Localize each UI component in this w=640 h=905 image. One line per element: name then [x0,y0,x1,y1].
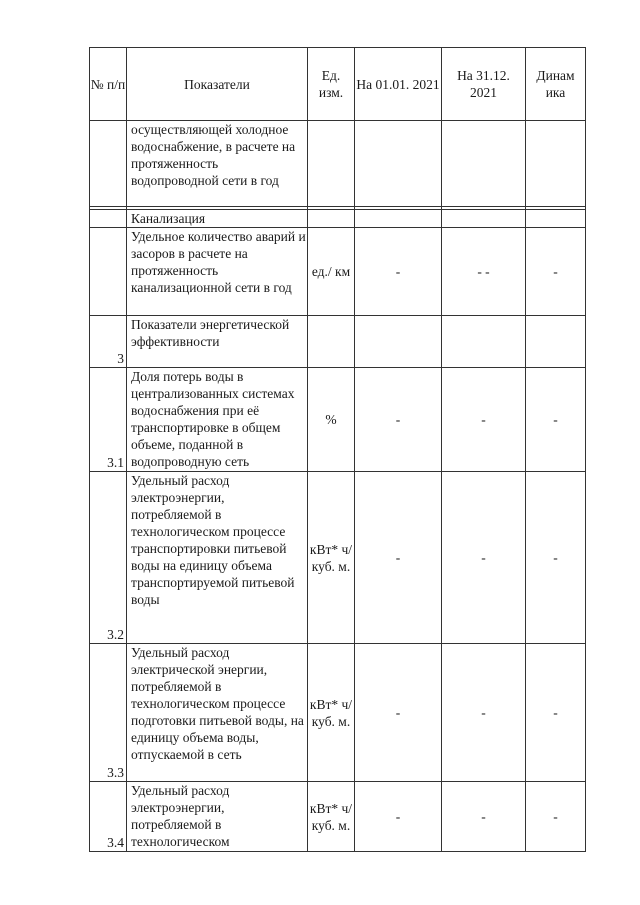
row-end-value: - [442,472,526,644]
row-number: 3.4 [90,782,127,852]
row-indicator: Удельный расход электроэнергии, потребляемой в технологическом процессе транспортировки питьевой воды на единицу объема транспортируемой питьевой воды [127,472,308,644]
table-row [90,472,586,644]
header-end-date-text: На 31.12. 2021 [457,68,510,100]
row-unit [308,316,355,368]
row-start-value [355,316,442,368]
table-header [90,48,586,121]
table-row [90,316,586,368]
header-dynamics [526,48,586,121]
row-start-value: - [355,368,442,472]
row-end-value [442,121,526,207]
row-number: 3.3 [90,644,127,782]
row-indicator: Доля потерь воды в централизованных системах водоснабжения при её транспортировке в общем объеме, поданной в водопроводную сеть [127,368,308,472]
indicators-table [89,47,586,852]
row-end-value: - [442,368,526,472]
row-indicator: Удельное количество аварий и засоров в расчете на протяженность канализационной сети в год [127,228,308,316]
row-dynamics: - [526,368,586,472]
header-unit-text: Ед. изм. [318,68,344,100]
header-number [90,48,127,121]
table-row [90,210,586,228]
row-dynamics [526,210,586,228]
header-unit [308,48,355,121]
table-row [90,121,586,207]
header-indicator: Показатели [127,48,308,121]
row-number [90,210,127,228]
row-number: 3 [90,316,127,368]
row-dynamics: - [526,644,586,782]
row-number [90,121,127,207]
row-end-value [442,316,526,368]
table-row [90,228,586,316]
row-start-value: - [355,228,442,316]
row-end-value [442,210,526,228]
row-dynamics: - [526,782,586,852]
row-end-value: - - [442,228,526,316]
row-unit: кВт* ч/ куб. м. [308,782,355,852]
row-start-value [355,210,442,228]
header-number-text: № п/п [90,76,126,92]
row-dynamics [526,121,586,207]
row-dynamics [526,316,586,368]
row-number: 3.2 [90,472,127,644]
row-unit: ед./ км [308,228,355,316]
row-section-title: Показатели энергетической эффективности [127,316,308,368]
table-row [90,782,586,852]
table-row [90,644,586,782]
row-unit [308,121,355,207]
row-indicator: осуществляющей холодное водоснабжение, в расчете на протяженность водопроводной сети в год [127,121,308,207]
row-dynamics: - [526,472,586,644]
header-start-date [355,48,442,121]
row-unit [308,210,355,228]
row-dynamics: - [526,228,586,316]
table-row [90,368,586,472]
row-section-title: Канализация [127,210,308,228]
row-indicator: Удельный расход электроэнергии, потребляемой в технологическом [127,782,308,852]
row-unit: кВт* ч/ куб. м. [308,472,355,644]
header-dynamics-text: Динам ика [536,68,575,100]
row-end-value: - [442,644,526,782]
row-indicator: Удельный расход электрической энергии, потребляемой в технологическом процессе подготовки питьевой воды, на единицу объема воды, отпускаемой в сеть [127,644,308,782]
row-start-value [355,121,442,207]
row-number [90,228,127,316]
row-start-value: - [355,782,442,852]
row-start-value: - [355,472,442,644]
row-unit: кВт* ч/ куб. м. [308,644,355,782]
row-unit: % [308,368,355,472]
header-end-date [442,48,526,121]
row-number: 3.1 [90,368,127,472]
row-end-value: - [442,782,526,852]
row-start-value: - [355,644,442,782]
header-start-date-text: На 01.01. 2021 [356,76,440,92]
